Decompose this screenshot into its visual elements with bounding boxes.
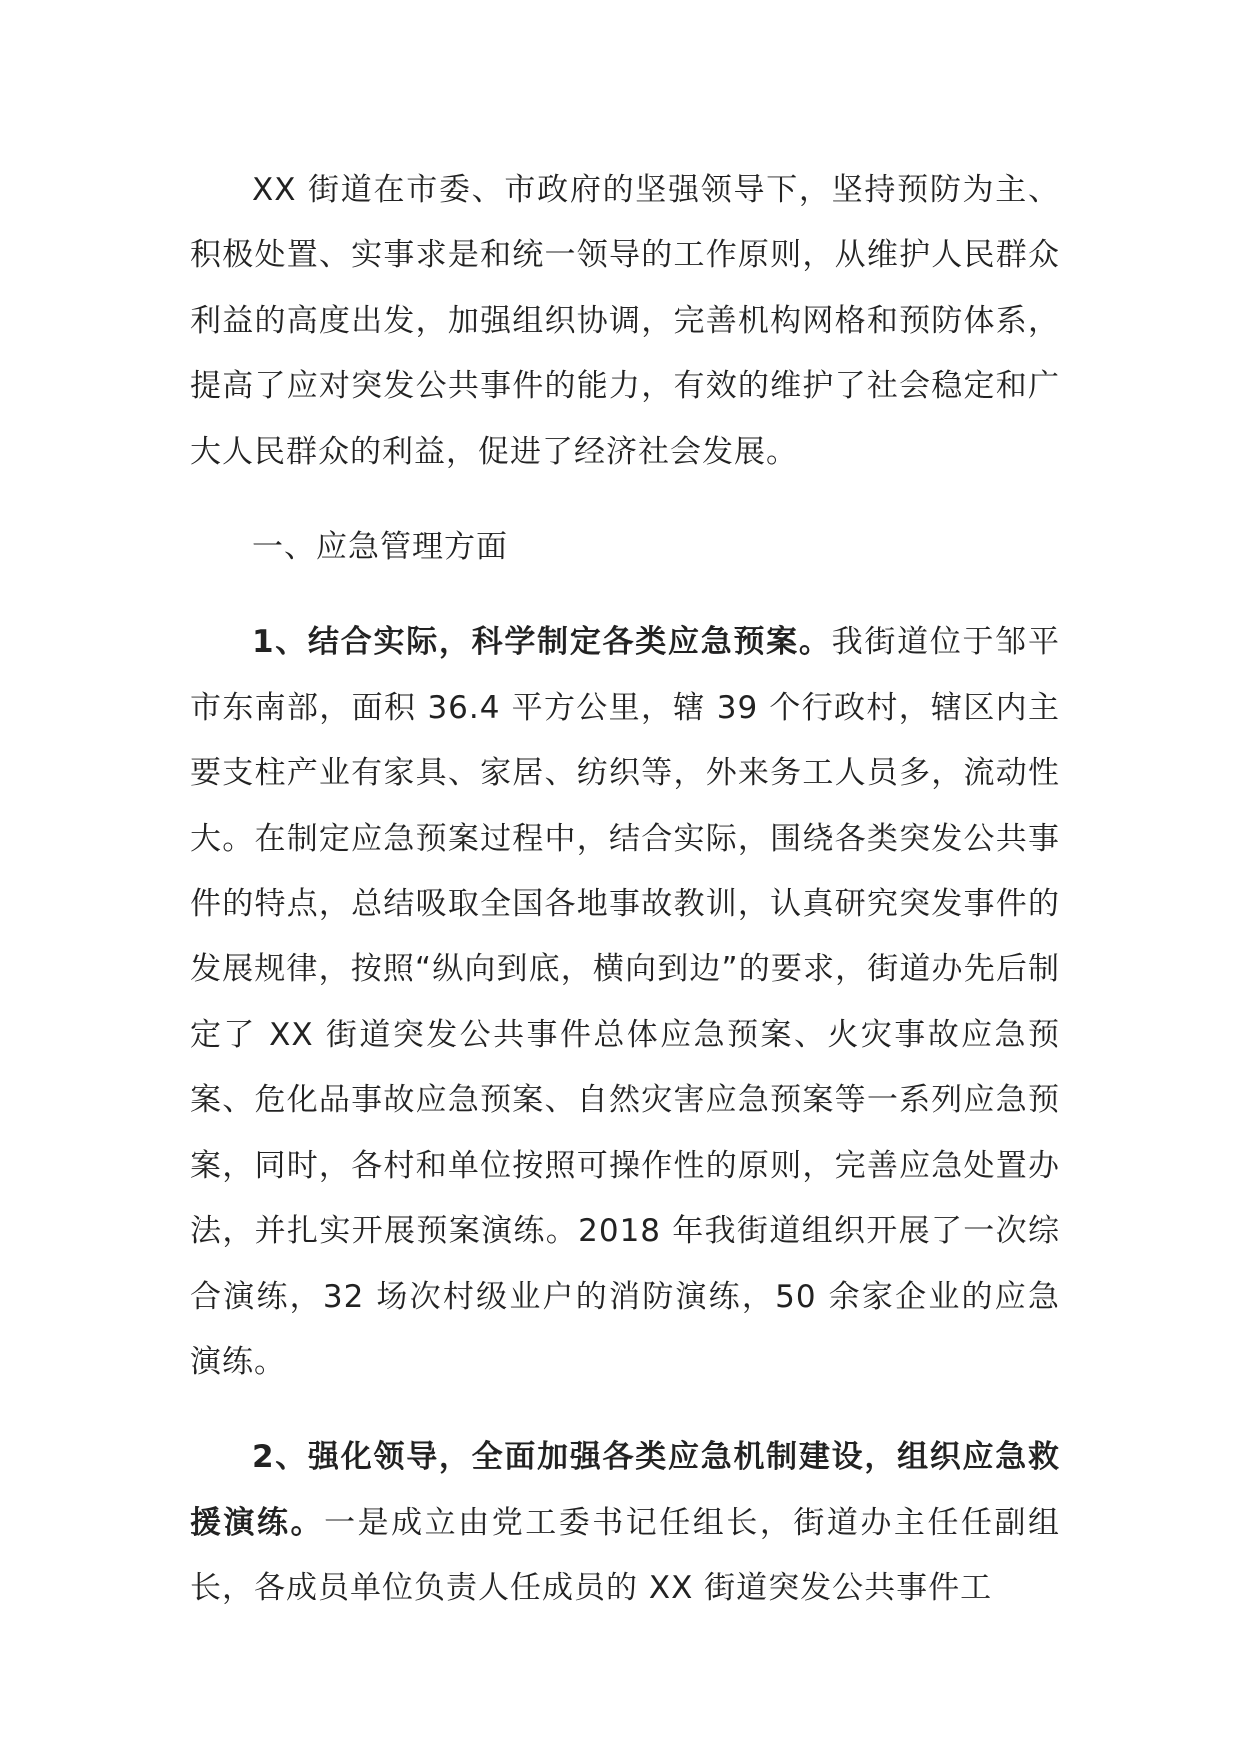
section-heading: 一、应急管理方面 — [252, 529, 508, 566]
item-1-paragraph — [190, 610, 1060, 1395]
item-2-lead: 2、强化领导，全面加强各类应急机制建设，组织应急救援演练。 — [190, 1439, 1060, 1541]
item-1-body: 我街道位于邹平市东南部，面积 36.4 平方公里，辖 39 个行政村，辖区内主要支柱产业有家具、家居、纺织等，外来务工人员多，流动性大。在制定应急预案过程中，结合实际，围绕各类突发公共事件的特点，总结吸取全国各地事故教训，认真研究突发事件的发展规律，按照“纵向到底，横向到边”的要求，街道办先后制定了 XX 街道突发公共事件总体应急预案、火灾事故应急预案、危化品事故应急预案、自然灾害应急预案等一系列应急预案，同时，各村和单位按照可操作性的原则，完善应急处置办法，并扎实开展预案演练。2018 年我街道组织开展了一次综合演练，32 场次村级业户的消防演练，50 余家企业的应急演练。 — [190, 624, 1060, 1380]
item-2-body: 一是成立由党工委书记任组长，街道办主任任副组长，各成员单位负责人任成员的 XX 街道突发公共事件工 — [190, 1504, 1061, 1607]
item-1-lead: 1、结合实际，科学制定各类应急预案。 — [252, 624, 832, 661]
item-2-paragraph — [190, 1425, 1060, 1621]
intro-paragraph: XX 街道在市委、市政府的坚强领导下，坚持预防为主、积极处置、实事求是和统一领导的工作原则，从维护人民群众利益的高度出发，加强组织协调，完善机构网格和预防体系，提高了应对突发公共事件的能力，有效的维护了社会稳定和广大人民群众的利益，促进了经济社会发展。 — [190, 172, 1060, 470]
document-body — [190, 158, 1060, 1622]
